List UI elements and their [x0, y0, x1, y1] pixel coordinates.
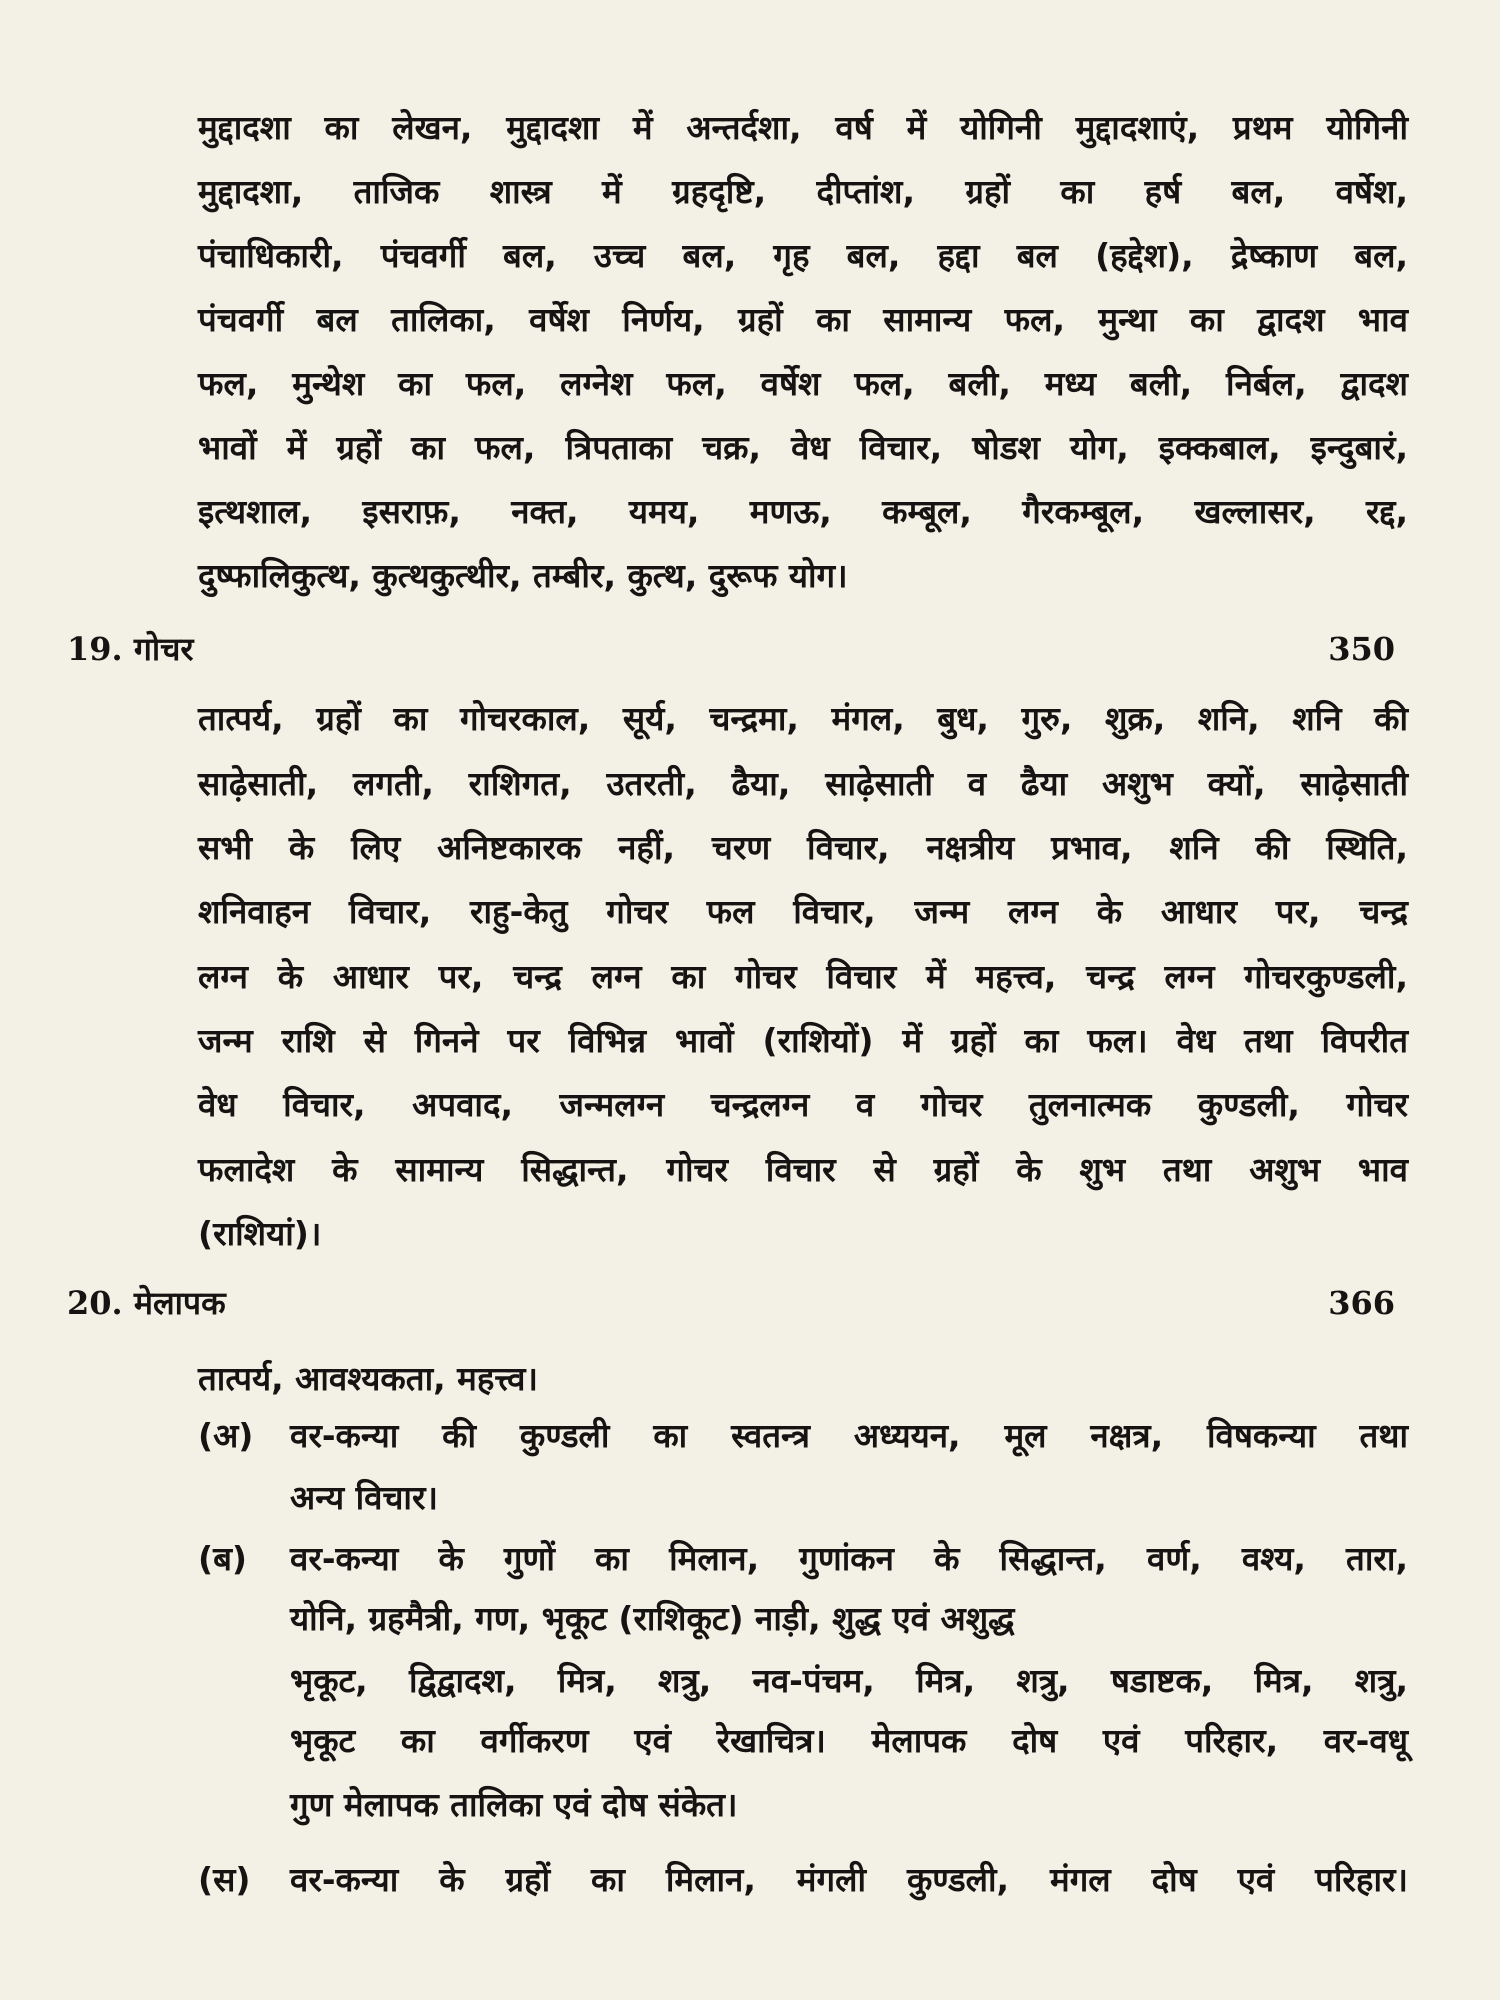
text-line: पंचाधिकारी, पंचवर्गी बल, उच्च बल, गृह बल, हद्दा बल (हद्देश), द्रेष्काण बल,	[198, 236, 1408, 275]
text-line: सभी के लिए अनिष्टकारक नहीं, चरण विचार, नक्षत्रीय प्रभाव, शनि की स्थिति,	[198, 828, 1408, 867]
text-line: वेध विचार, अपवाद, जन्मलग्न चन्द्रलग्न व गोचर तुलनात्मक कुण्डली, गोचर	[198, 1085, 1408, 1124]
text-line: दुष्फालिकुत्थ, कुत्थकुत्थीर, तम्बीर, कुत्थ, दुरूफ योग।	[198, 556, 848, 595]
text-line: वर-कन्या के ग्रहों का मिलान, मंगली कुण्डली, मंगल दोष एवं परिहार।	[290, 1860, 1408, 1899]
item-marker: (अ)	[198, 1416, 254, 1455]
item-marker: (ब)	[198, 1539, 248, 1578]
text-line: इत्थशाल, इसराफ़, नक्त, यमय, मणऊ, कम्बूल, गैरकम्बूल, खल्लासर, रद्द,	[198, 492, 1408, 531]
item-marker: (स)	[198, 1860, 251, 1899]
text-line: (राशियां)।	[198, 1214, 322, 1253]
text-line: जन्म राशि से गिनने पर विभिन्न भावों (राशियों) में ग्रहों का फल। वेध तथा विपरीत	[198, 1021, 1408, 1060]
text-line: योनि, ग्रहमैत्री, गण, भृकूट (राशिकूट) नाड़ी, शुद्ध एवं अशुद्ध	[290, 1599, 1015, 1638]
page-number: 366	[1328, 1284, 1395, 1322]
text-line: शनिवाहन विचार, राहु-केतु गोचर फल विचार, जन्म लग्न के आधार पर, चन्द्र	[198, 892, 1408, 931]
text-line: भृकूट का वर्गीकरण एवं रेखाचित्र। मेलापक दोष एवं परिहार, वर-वधू	[290, 1721, 1408, 1760]
text-line: गुण मेलापक तालिका एवं दोष संकेत।	[290, 1785, 738, 1824]
text-line: मुद्दादशा, ताजिक शास्त्र में ग्रहदृष्टि, दीप्तांश, ग्रहों का हर्ष बल, वर्षेश,	[198, 172, 1408, 211]
text-line: तात्पर्य, आवश्यकता, महत्त्व।	[198, 1359, 539, 1398]
text-line: साढ़ेसाती, लगती, राशिगत, उतरती, ढैया, साढ़ेसाती व ढैया अशुभ क्यों, साढ़ेसाती	[198, 764, 1408, 803]
page-number: 350	[1328, 630, 1395, 668]
text-line: भृकूट, द्विद्वादश, मित्र, शत्रु, नव-पंचम, मित्र, शत्रु, षडाष्टक, मित्र, शत्रु,	[290, 1661, 1408, 1700]
text-line: फल, मुन्थेश का फल, लग्नेश फल, वर्षेश फल, बली, मध्य बली, निर्बल, द्वादश	[198, 364, 1408, 403]
section-heading: 20. मेलापक	[67, 1284, 226, 1322]
section-heading: 19. गोचर	[67, 630, 194, 668]
text-line: मुद्दादशा का लेखन, मुद्दादशा में अन्तर्दशा, वर्ष में योगिनी मुद्दादशाएं, प्रथम योगिनी	[198, 108, 1408, 147]
text-line: भावों में ग्रहों का फल, त्रिपताका चक्र, वेध विचार, षोडश योग, इक्कबाल, इन्दुबारं,	[198, 428, 1408, 467]
text-line: पंचवर्गी बल तालिका, वर्षेश निर्णय, ग्रहों का सामान्य फल, मुन्था का द्वादश भाव	[198, 300, 1408, 339]
text-line: वर-कन्या की कुण्डली का स्वतन्त्र अध्ययन, मूल नक्षत्र, विषकन्या तथा	[290, 1416, 1408, 1455]
text-line: वर-कन्या के गुणों का मिलान, गुणांकन के सिद्धान्त, वर्ण, वश्य, तारा,	[290, 1539, 1408, 1578]
text-line: अन्य विचार।	[290, 1478, 438, 1517]
text-line: तात्पर्य, ग्रहों का गोचरकाल, सूर्य, चन्द्रमा, मंगल, बुध, गुरु, शुक्र, शनि, शनि की	[198, 699, 1408, 738]
text-line: लग्न के आधार पर, चन्द्र लग्न का गोचर विचार में महत्त्व, चन्द्र लग्न गोचरकुण्डली,	[198, 957, 1408, 996]
text-line: फलादेश के सामान्य सिद्धान्त, गोचर विचार से ग्रहों के शुभ तथा अशुभ भाव	[198, 1150, 1408, 1189]
